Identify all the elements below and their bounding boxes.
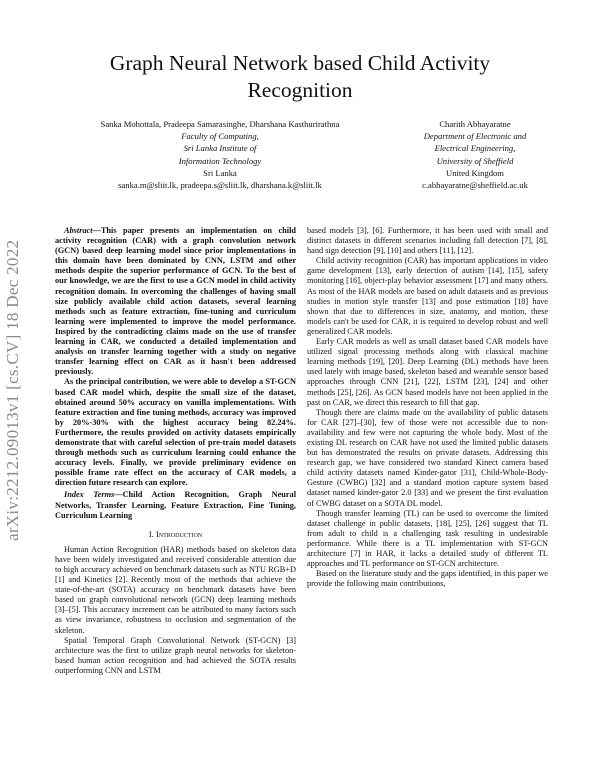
affiliation-line: University of Sheffield [436,155,514,166]
author-email: c.abhayaratne@sheffield.ac.uk [422,180,528,191]
body-paragraph: Though there are claims made on the availability of public datasets for CAR [27]–[30], few of those were not accessible due to non-availability and few were not capturing the whole body. Most of the existing DL research on CAR have not used the limited public datasets but has demonstrated the results on private datasets. Addressing this research gap, we have considered two standard Kinect camera based child activity datasets named Kinder-gator [31], Child-Whole-Body-Gesture (CWBG) [32] and a standard motion capture system based dataset named kinder-gator 2.0 [33] and we present the first evaluation of CWBG dataset on a SOTA DL model. [307,407,548,508]
affiliation-line: Department of Electronic and [423,131,527,142]
abstract [55,226,296,377]
affiliation-line: Information Technology [178,155,262,166]
author-country: Sri Lanka [203,167,237,178]
left-column [55,226,296,676]
section-heading: I. Introduction [148,528,203,539]
body-paragraph: Early CAR models as well as small dataset based CAR models have utilized signal processing methods along with classical machine learning methods [19], [20]. Deep Learning (DL) methods have been used lately with image based, skeleton based and wearable sensor based approaches through CNN [21], [22], LSTM [23], [24] and other methods [25], [26]. As GCN based models have not been applied in the past on CAR, we direct this research to fill that gap. [307,337,548,407]
abstract-text: —This paper presents an implementation on child activity recognition (CAR) with a graph convolution network (GCN) based deep learning model since prior implementations in this domain have been dominated by CNN, LSTM and other methods despite the superior performance of GCN. To the best of our knowledge, we are the first to use a GCN model in child activity recognition domain. In overcoming the challenges of having small size publicly available child action datasets, several learning methods such as feature extraction, fine-tuning and curriculum learning were implemented to improve the model performance. Inspired by the contradicting claims made on the use of transfer learning in CAR, we conducted a detailed implementation and analysis on transfer learning together with a study on negative transfer learning effect on CAR as it hasn't been addressed previously. [55,226,296,377]
title-line-1: Graph Neural Network based Child Activity [109,51,491,75]
author-name: Charith Abhayaratne [439,119,511,129]
body-paragraph: Child activity recognition (CAR) has important applications in video game development [13], early detection of autism [14], [15], safety monitoring [16], object-play behavior assessment [17] and many others. As most of the HAR models are based on adult datasets and as previous studies in motion style transfer [13] and pose estimation [18] have shown that due to differences in size, anatomy, and motion, these models can't be used for CAR, it is required to develop robust and well generalized CAR models. [307,256,548,336]
body-paragraph: Human Action Recognition (HAR) methods based on skeleton data have been widely investigated and received considerable attention due to high accuracy achieved on benchmark datasets such as NTU RGB+D [1] and Kinetics [2]. Recently most of the methods that achieve the state-of-the-art (SOTA) accuracy on benchmark datasets have been based on graph convolutional network (GCN) deep learning methods [3]–[5]. This accuracy increment can be attributed to many factors such as view invariance, robustness to occlusion and segmentation of the skeleton. [55,544,296,635]
author-emails: sanka.m@sliit.lk, pradeepa.s@sliit.lk, dharshana.k@sliit.lk [118,180,322,191]
abstract-paragraph-2: As the principal contribution, we were able to develop a ST-GCN based CAR model which, despite the small size of the dataset, obtained around 50% accuracy on vanilla implementations. With feature extraction and fine tuning methods, accuracy was improved by 20%-30% with the highest accuracy being 82.24%. Furthermore, the results provided on activity datasets empirically demonstrate that with careful selection of pre-train model datasets through methods such as curriculum learning could enhance the accuracy levels. Finally, we provide preliminary evidence on possible frame rate effect on the accuracy of CAR models, a direction future research can explore. [55,377,296,488]
right-column [307,226,548,589]
body-paragraph: Spatial Temporal Graph Convolutional Network (ST-GCN) [3] architecture was the first to utilize graph neural networks for skeleton-based human action recognition and had achieved the SOTA results outperforming CNN and LSTM [55,635,296,675]
body-paragraph: Though transfer learning (TL) can be used to overcome the limited dataset challenge in public datasets, [18], [25], [26] suggest that TL from adult to child is a challenging task resulting in undesirable performance. While there is a TL implementation with ST-GCN architecture [7] in HAR, it lacks a detailed study of different TL approaches and TL performance on ST-GCN architecture. [307,508,548,569]
affiliation-line: Faculty of Computing, [181,131,259,142]
title-line-2: Recognition [247,78,353,102]
arxiv-stamp: arXiv:2212.09013v1 [cs.CV] 18 Dec 2022 [3,239,22,541]
abstract-label: Abstract [64,226,93,235]
paper-title [0,50,600,104]
index-terms [55,490,296,520]
author-block-left [70,118,370,191]
affiliation-line: Sri Lanka Institute of [183,143,257,154]
affiliation-line: Electrical Engineering, [434,143,516,154]
body-paragraph: based models [3], [6]. Furthermore, it has been used with small and distinct datasets in different scenarios including fall detection [7], [8], hand sign detection [9], [10] and others [11], [12]. [307,226,548,256]
author-country: United Kingdom [445,167,504,178]
author-names: Sanka Mohottala, Pradeepa Samarasinghe, Dharshana Kasthurirathna [100,119,340,129]
author-block-right [395,118,555,191]
body-paragraph: Based on the literature study and the gaps identified, in this paper we provide the following main contributions, [307,569,548,589]
index-terms-text: —Child Action Recognition, Graph Neural Networks, Transfer Learning, Feature Extraction, Fine Tuning, Curriculum Learning [55,490,297,520]
index-terms-label: Index Terms [64,490,115,500]
